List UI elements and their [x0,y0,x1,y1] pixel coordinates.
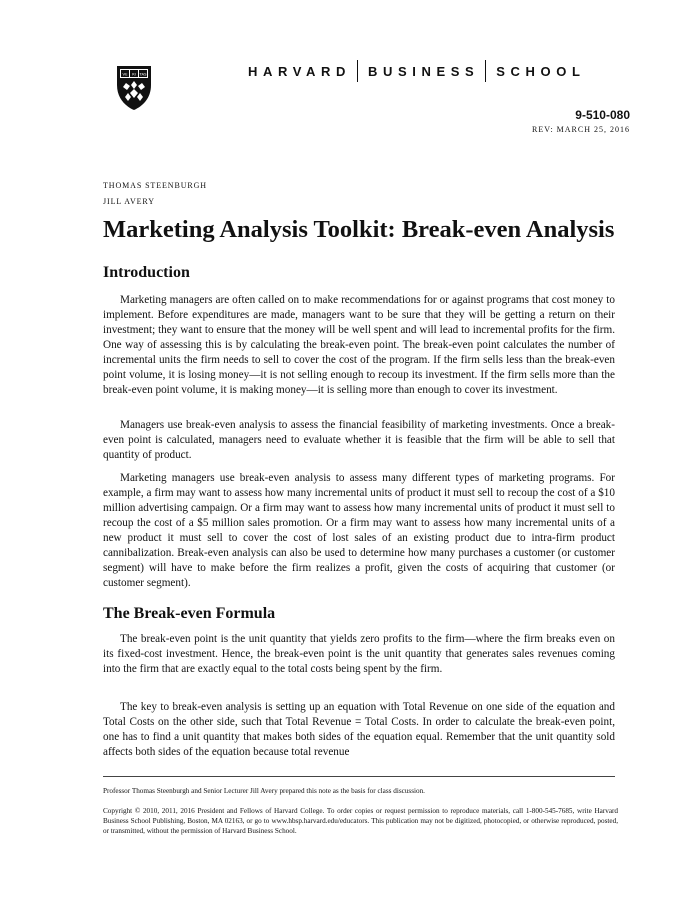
shield-text-ve: VE [122,71,128,77]
footnote: Professor Thomas Steenburgh and Senior Lecturer Jill Avery prepared this note as the basis for class discussion. [103,787,425,795]
shield-text-ri: RI [132,71,136,77]
revision-date: REV: MARCH 25, 2016 [532,125,630,134]
copyright-notice: Copyright © 2010, 2011, 2016 President and Fellows of Harvard College. To order copies or request permission to reproduce materials, call 1-800-545-7685, write Harvard Business School Publishing, Boston, MA 02163, or go to www.hbsp.harvard.edu/educators. This publication may not be digitized, photocopied, or otherwise reproduced, posted, or transmitted, without the permission of Harvard Business School. [103,807,618,835]
wordmark-separator [357,60,358,82]
author-name: THOMAS STEENBURGH [103,181,207,190]
document-number: 9-510-080 [575,108,630,122]
section-heading-introduction: Introduction [103,264,190,281]
body-paragraph: The break-even point is the unit quantity that yields zero profits to the firm—where the firm breaks even on its fixed-cost investment. Hence, the break-even point is the unit quantity that generates sales revenues coming into the firm that are exactly equal to the total costs being spent by the firm. [103,633,615,675]
body-paragraph: Marketing managers use break-even analysis to assess many different types of marketing programs. For example, a firm may want to assess how many incremental units of product it must sell to recoup the cost of a $10 million advertising campaign. Or a firm may want to assess how many incremental units of product it must sell to recoup the cost of a $5 million sales promotion. Or a firm may want to assess how many incremental units of a new product it must sell to cover the cost of lost sales of an existing product due to intra-firm product cannibalization. Break-even analysis can also be used to determine how many purchases a customer (or customer segment) will have to make before the firm realizes a profit, given the costs of acquiring that customer (or customer segment). [103,472,615,589]
body-paragraph: The key to break-even analysis is setting up an equation with Total Revenue on one side of the equation and Total Costs on the other side, such that Total Revenue = Total Costs. In order to calculate the break-even point, one has to find a unit quantity that makes both sides of the equation equal. Remember that the unit quantity sold affects both sides of the equation because total revenue [103,701,615,758]
body-paragraph: Marketing managers are often called on to make recommendations for or against programs that cost money to implement. Before expenditures are made, managers want to be sure that they will be getting a return on their investment; they want to ensure that the money will be well spent and will lead to incremental profits for the firm. One way of assessing this is by calculating the break-even point. The break-even point calculates the number of incremental units the firm needs to sell to cover the cost of the program. If the firm sells less than the break-even point volume, it is losing money—it is not selling enough to recoup its investment. If the firm sells more than the break-even point volume, it is making money—it is selling more than enough to cover its investment. [103,294,615,396]
section-heading-formula: The Break-even Formula [103,605,276,622]
wordmark-harvard: HARVARD [248,64,352,79]
harvard-shield-logo [116,65,152,111]
shield-text-tas: TAS [139,71,147,77]
document-title: Marketing Analysis Toolkit: Break-even Analysis [103,216,615,243]
body-paragraph: Managers use break-even analysis to assess the financial feasibility of marketing investments. Once a break-even point is calculated, managers need to evaluate whether it is feasible that the firm will be able to sell that quantity of product. [103,419,615,461]
footnote-divider [103,776,615,777]
wordmark-school: SCHOOL [496,64,586,79]
wordmark-business: BUSINESS [368,64,480,79]
school-wordmark [248,60,586,82]
wordmark-separator [485,60,486,82]
author-name: JILL AVERY [103,197,155,206]
